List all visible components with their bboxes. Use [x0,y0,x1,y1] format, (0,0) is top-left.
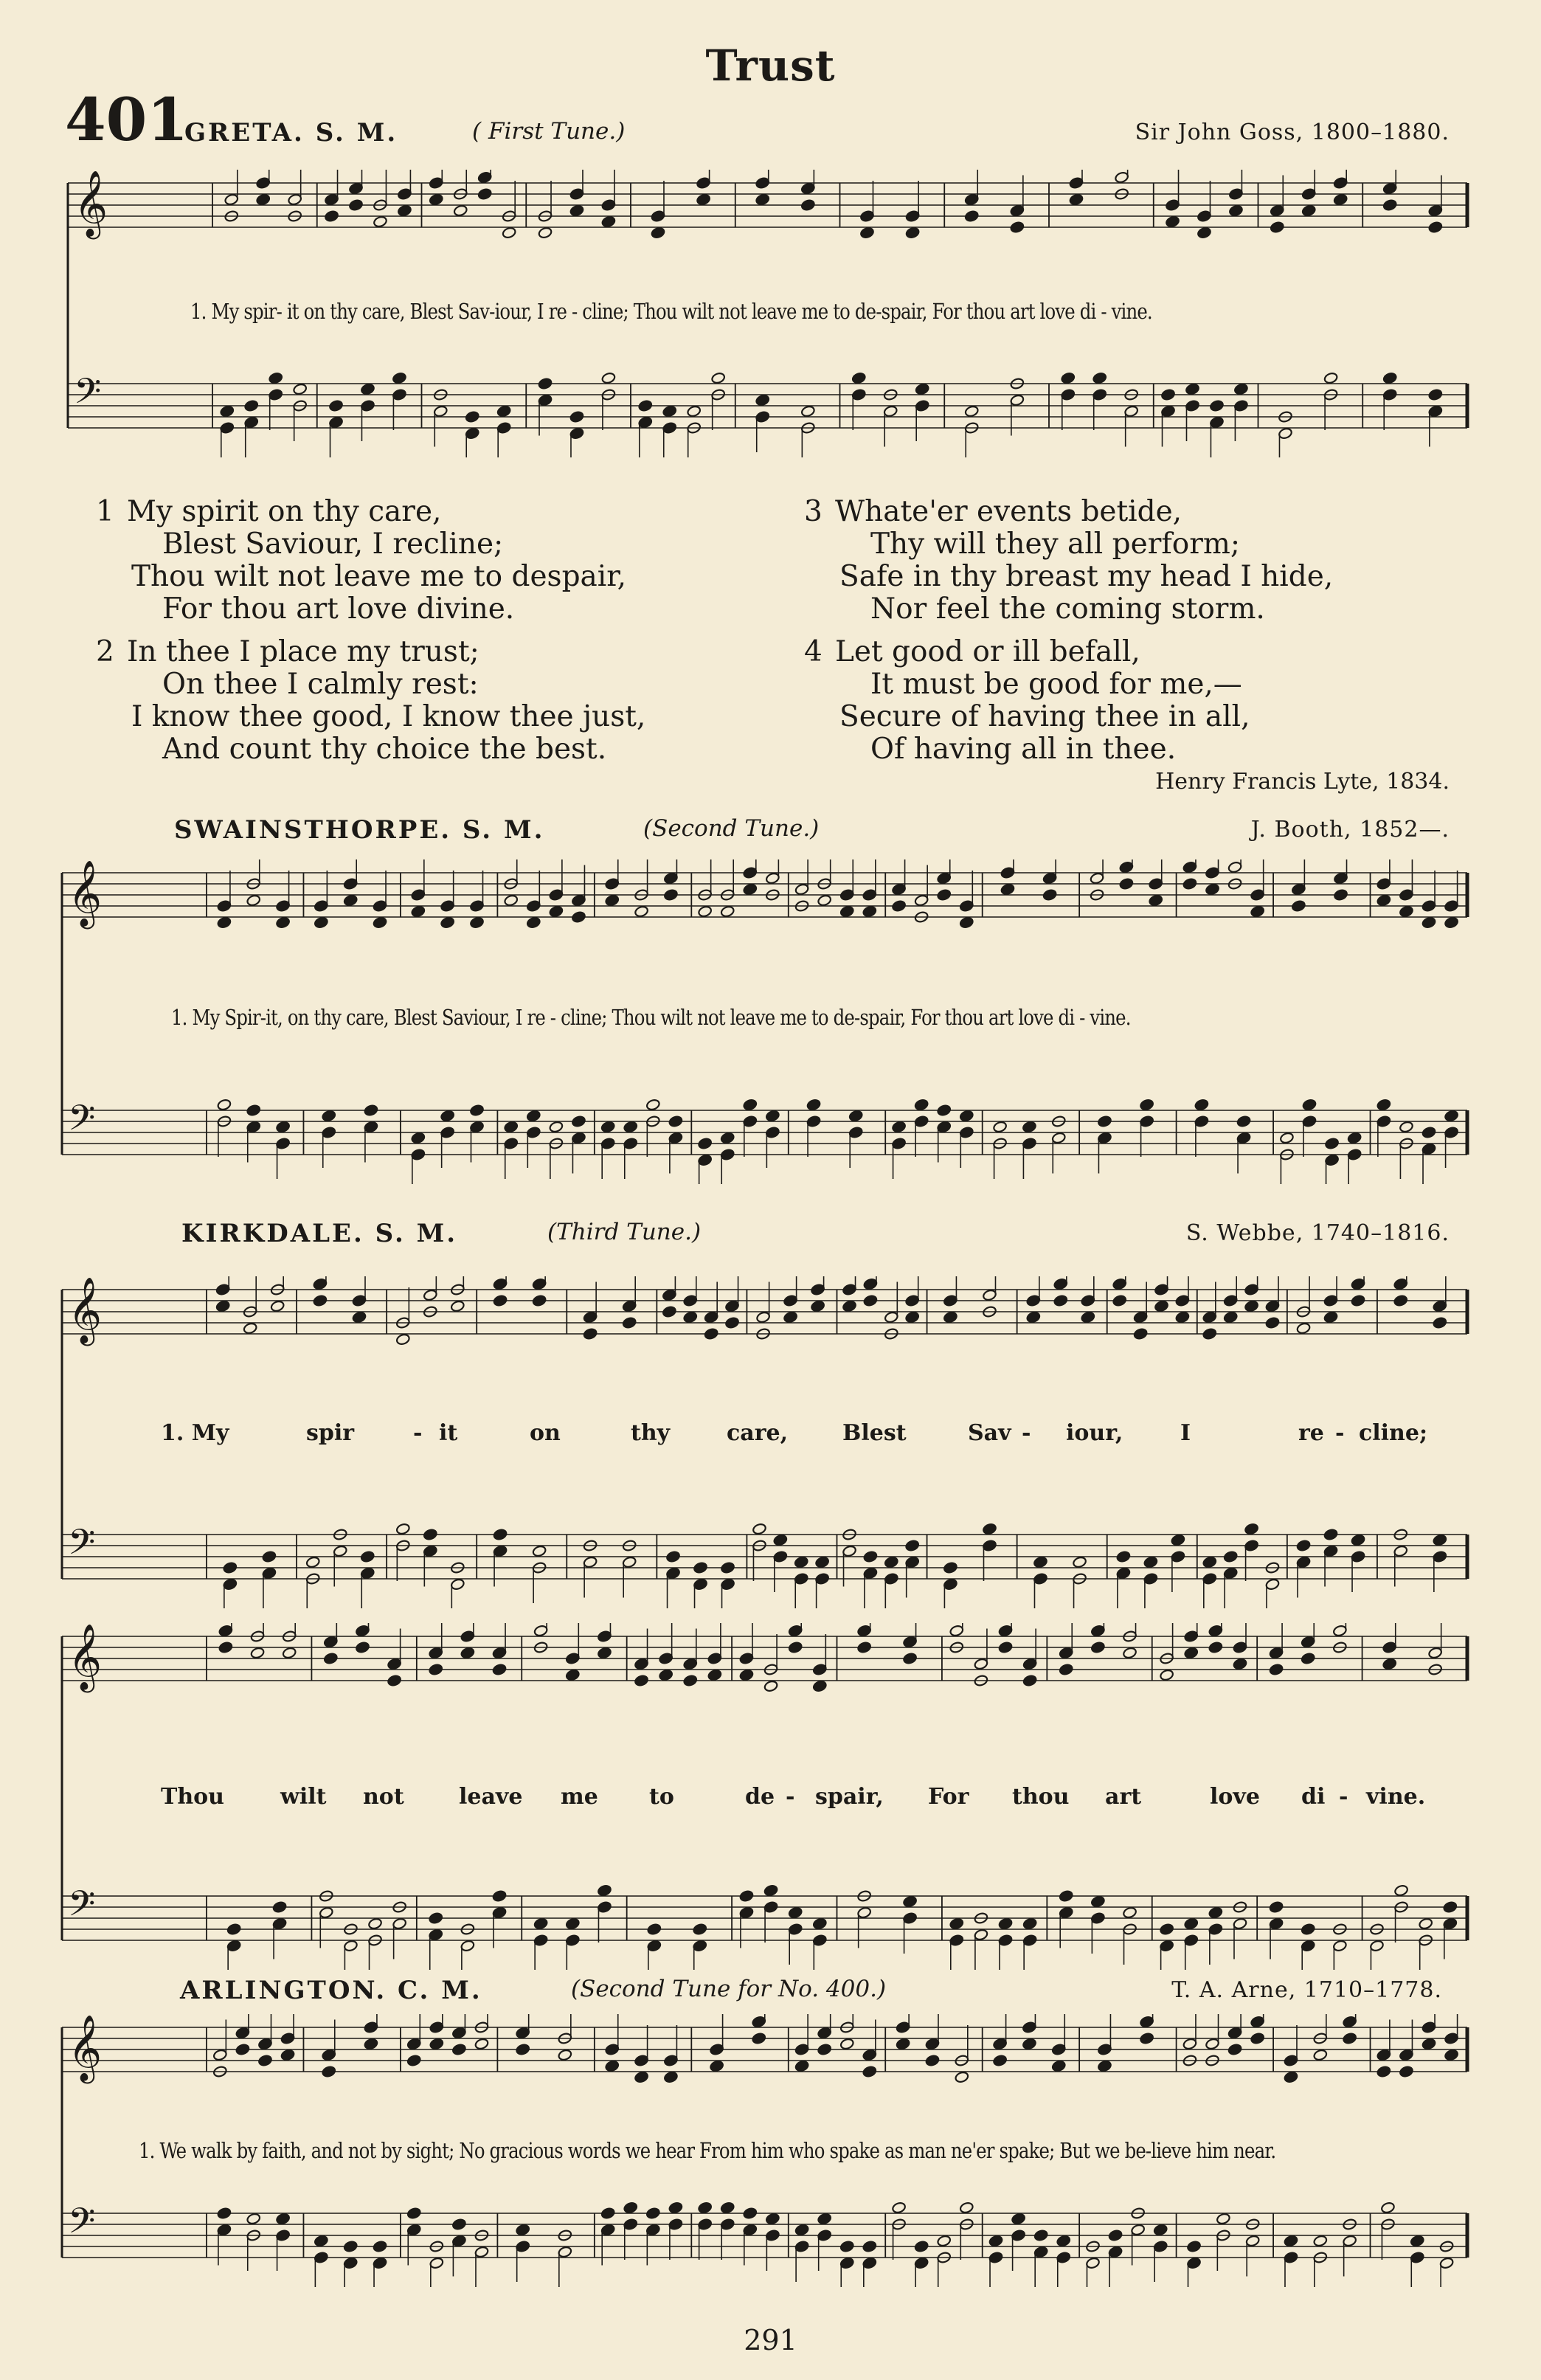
tune-note-kirkdale: (Third Tune.) [547,1219,702,1245]
tune-name-kirkdale: KIRKDALE. S. M. [181,1219,458,1248]
tune-note-arlington: (Second Tune for No. 400.) [571,1976,887,2002]
verse-1: 1 My spirit on thy care, Blest Saviour, I recline; Thou wilt not leave me to despair, For thou art love divine. [96,495,627,626]
svg-text:𝄞: 𝄞 [74,170,108,237]
tune-name-arlington: ARLINGTON. C. M. [180,1976,482,2005]
tune-note-greta: ( First Tune.) [472,118,626,145]
tune-note-swainsthorpe: (Second Tune.) [643,815,820,842]
svg-text:𝄢: 𝄢 [68,1521,96,1571]
verse-4: 4 Let good or ill befall, It must be good for me,— Secure of having thee in all, Of having all in thee. [804,635,1250,766]
svg-text:𝄢: 𝄢 [68,1883,96,1933]
hymn-number: 401 [65,85,188,154]
svg-text:𝄢: 𝄢 [68,2200,96,2250]
tune-name-swainsthorpe: SWAINSTHORPE. S. M. [174,815,545,845]
composer-swainsthorpe: J. Booth, 1852—. [1250,817,1450,843]
verse-3: 3 Whate'er events betide, Thy will they all perform; Safe in thy breast my head I hide, Nor feel the coming storm. [804,495,1334,626]
composer-kirkdale: S. Webbe, 1740–1816. [1185,1220,1450,1246]
composer-arlington: T. A. Arne, 1710–1778. [1171,1977,1442,2003]
tune-name-greta: GRETA. S. M. [184,118,398,148]
svg-text:𝄢: 𝄢 [74,370,102,421]
lyric-underlay-swainsthorpe: 1. My Spir-it, on thy care, Blest Saviour, I re - cline; Thou wilt not leave me to de-spair, For thou art love di - vine. [171,1005,1131,1030]
verse-2: 2 In thee I place my trust; On thee I calmly rest: I know thee good, I know thee just, And count thy choice the best. [96,635,646,766]
page-number: 291 [744,2324,797,2356]
hymn-author: Henry Francis Lyte, 1834. [1155,769,1450,795]
svg-text:𝄞: 𝄞 [68,860,103,927]
svg-text:𝄞: 𝄞 [68,1277,103,1343]
svg-text:𝄢: 𝄢 [68,1097,96,1147]
lyric-underlay-arlington: 1. We walk by faith, and not by sight; No gracious words we hear From him who spake as man ne'er spake; But we be-lieve him near. [139,2138,1276,2163]
page-title: Trust [705,41,836,91]
svg-text:𝄞: 𝄞 [68,1624,103,1690]
composer-greta: Sir John Goss, 1800–1880. [1135,120,1450,145]
svg-text:𝄞: 𝄞 [68,2015,103,2081]
lyric-underlay-greta: 1. My spir- it on thy care, Blest Sav-iour, I re - cline; Thou wilt not leave me to de-spair, For thou art love di - vine. [190,299,1152,324]
